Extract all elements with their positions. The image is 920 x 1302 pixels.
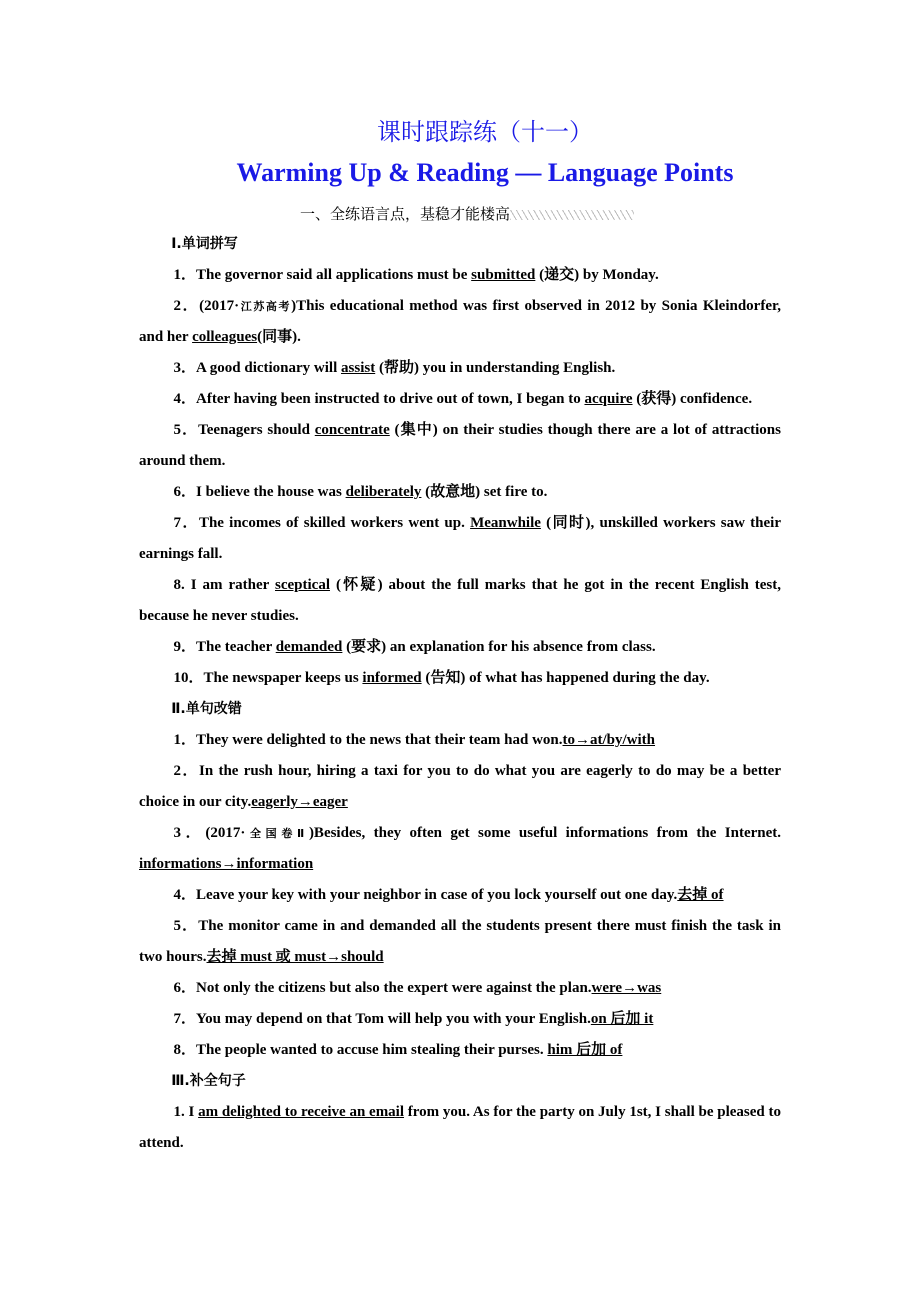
item-text: from you. As for the party on July 1st, I shall be pleased to attend. [139,1104,782,1151]
exercise-item [139,353,781,384]
exercise-item [139,632,781,663]
answer: eagerly→eager [251,794,348,810]
item-text: 2．In the rush hour, hiring a taxi for you to do what you are eagerly to do may be a better choice in our city. [139,763,781,810]
part-heading: Ⅱ.单句改错 [171,701,242,717]
page-subtitle: Warming Up & Reading — Language Points [236,158,734,187]
answer: 去掉 must 或 must→should [206,949,384,965]
exercise-item [139,1097,781,1159]
item-text: )This educational method was first observed in 2012 by Sonia Kleindorfer, and her [139,298,782,345]
source-label: 全国卷Ⅱ [245,827,309,840]
exercise-item [139,1035,781,1066]
item-text: 8．The people wanted to accuse him stealing their purses. [173,1042,548,1058]
exercise-item [139,260,781,291]
answer: am delighted to receive an email [198,1104,405,1120]
exercise-item [139,756,781,818]
exercise-item [139,508,781,570]
item-text: (获得) confidence. [632,391,753,407]
answer: concentrate [314,422,390,438]
exercise-item [139,725,781,756]
answer: informed [362,670,422,686]
item-text: (要求) an explanation for his absence from class. [342,639,656,655]
exercise-item [139,911,781,973]
answer: colleagues [192,329,258,345]
item-text: 5．Teenagers should [173,422,315,438]
item-text: 4．After having been instructed to drive out of town, I began to [173,391,585,407]
item-text: 3．(2017· [173,825,246,841]
answer: demanded [275,639,343,655]
item-text: (故意地) set fire to. [421,484,548,500]
answer: 去掉 of [677,887,724,903]
answer: informations→information [139,856,314,872]
answer: assist [341,360,376,376]
item-text: 8. I am rather [173,577,275,593]
part-heading: Ⅲ.补全句子 [171,1073,246,1089]
item-text: (帮助) you in understanding English. [375,360,616,376]
answer: were→was [591,980,662,996]
exercise-body [139,229,781,1159]
item-text: 1．They were delighted to the news that their team had won. [173,732,563,748]
exercise-item [139,880,781,911]
answer: sceptical [275,577,330,593]
answer: submitted [471,267,536,283]
exercise-item [139,291,781,353]
item-text: )Besides, they often get some useful informations from the Internet. [308,825,782,841]
hatch-decoration [510,210,634,220]
item-text: (告知) of what has happened during the day. [421,670,710,686]
item-text: (递交) by Monday. [535,267,659,283]
item-text: 7．You may depend on that Tom will help you with your English. [173,1011,591,1027]
answer: on 后加 it [590,1011,654,1027]
page-title: 课时跟踪练（十一） [377,118,593,146]
item-text: 3．A good dictionary will [173,360,342,376]
exercise-item [139,818,781,880]
item-text: (集中) on their studies though there are a lot of attractions around them. [139,422,781,469]
exercise-item [139,415,781,477]
item-text: 1．The governor said all applications must be [173,267,472,283]
answer: acquire [584,391,633,407]
source-label: 江苏高考 [239,300,292,313]
answer: deliberately [345,484,422,500]
item-text: 9．The teacher [173,639,276,655]
item-text: 1. I [173,1104,199,1120]
exercise-item [139,663,781,694]
item-text: (怀疑) about the full marks that he got in the recent English test, because he never studies. [139,577,781,624]
answer: Meanwhile [470,515,541,531]
item-text: 5．The monitor came in and demanded all the students present there must finish the task in two hours. [139,918,781,965]
exercise-item [139,477,781,508]
item-text: 10．The newspaper keeps us [173,670,363,686]
item-text: 6．I believe the house was [173,484,346,500]
exercise-item [139,1004,781,1035]
item-text: 6．Not only the citizens but also the expert were against the plan. [173,980,592,996]
answer: to→at/by/with [562,732,656,748]
exercise-item [139,570,781,632]
exercise-item [139,384,781,415]
part-heading: Ⅰ.单词拼写 [171,236,238,252]
item-text: (同事). [257,329,301,345]
item-text: 7．The incomes of skilled workers went up. [173,515,471,531]
section-heading [300,203,634,224]
item-text: (同时), unskilled workers saw their earnings fall. [139,515,781,562]
answer: him 后加 of [547,1042,623,1058]
item-text: 4．Leave your key with your neighbor in case of you lock yourself out one day. [173,887,678,903]
item-text: 2．(2017· [173,298,240,314]
exercise-item [139,973,781,1004]
section-heading-text: 一、全练语言点，基稳才能楼高 [300,205,511,223]
